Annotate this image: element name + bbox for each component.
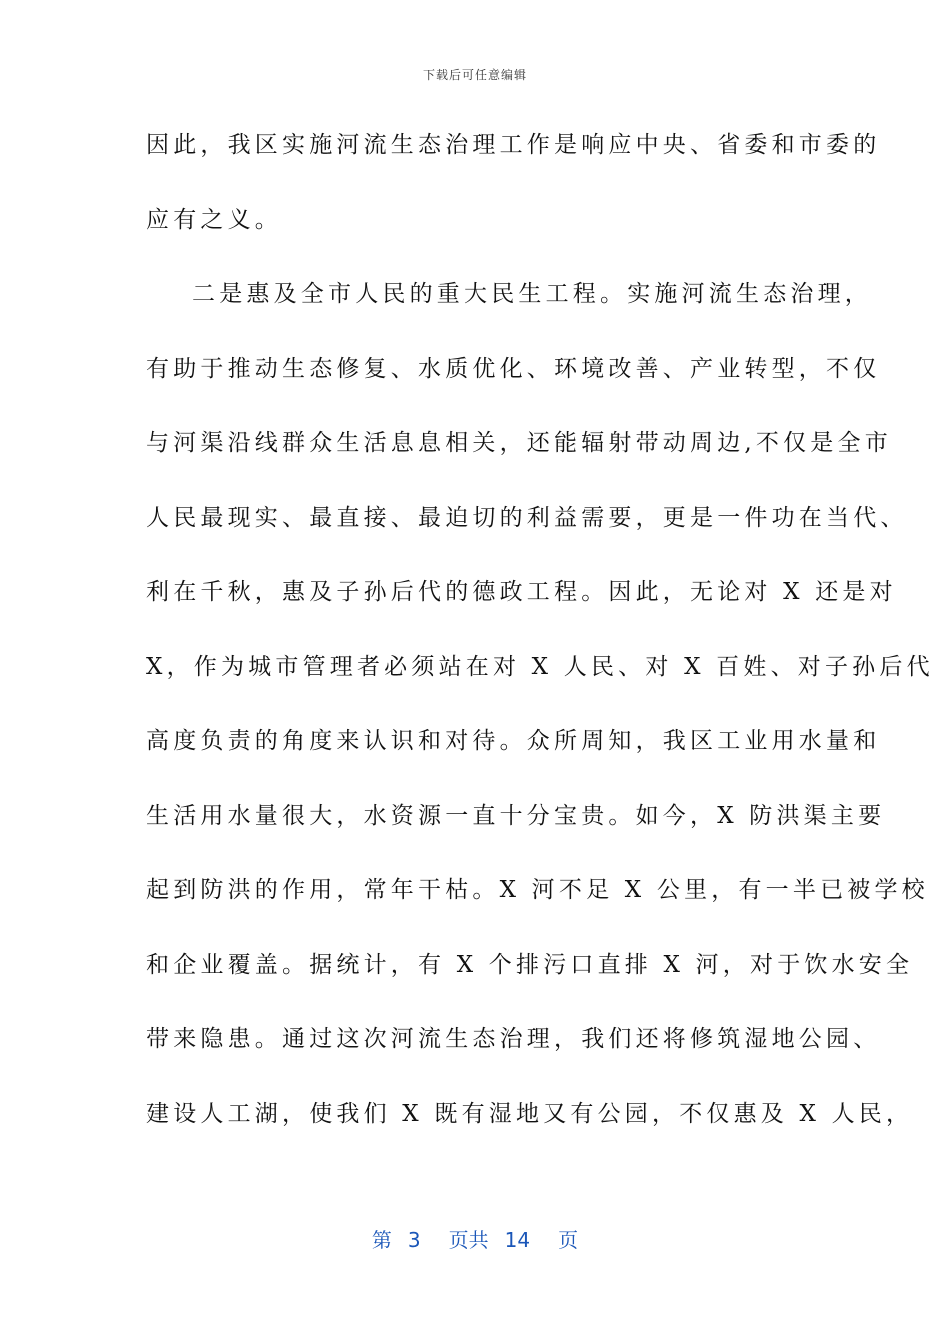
body-line: X，作为城市管理者必须站在对 X 人民、对 X 百姓、对子孙后代 <box>146 653 934 680</box>
page-number-footer <box>0 1224 950 1253</box>
current-page-number: 3 <box>407 1228 421 1252</box>
page-header-note: 下载后可任意编辑 <box>422 68 527 82</box>
body-line: 因此，我区实施河流生态治理工作是响应中央、省委和市委的 <box>146 132 881 158</box>
body-line: 与河渠沿线群众生活息息相关，还能辐射带动周边,不仅是全市 <box>146 430 892 456</box>
body-line: 有助于推动生态修复、水质优化、环境改善、产业转型，不仅 <box>146 355 881 382</box>
body-line: 高度负责的角度来认识和对待。众所周知，我区工业用水量和 <box>146 728 881 754</box>
body-line: 起到防洪的作用，常年干枯。X 河不足 X 公里，有一半已被学校 <box>146 877 929 903</box>
body-line: 利在千秋，惠及子孙后代的德政工程。因此，无论对 X 还是对 <box>146 579 897 605</box>
body-line: 建设人工湖，使我们 X 既有湿地又有公园，不仅惠及 X 人民， <box>146 1100 914 1127</box>
body-line: 生活用水量很大，水资源一直十分宝贵。如今，X 防洪渠主要 <box>146 802 886 829</box>
body-line: 带来隐患。通过这次河流生态治理，我们还将修筑湿地公园、 <box>146 1026 881 1052</box>
body-line: 和企业覆盖。据统计，有 X 个排污口直排 X 河，对于饮水安全 <box>146 951 914 978</box>
paragraph-start-line: 二是惠及全市人民的重大民生工程。实施河流生态治理， <box>192 281 872 307</box>
body-line: 人民最现实、最直接、最迫切的利益需要，更是一件功在当代、 <box>146 504 908 531</box>
total-page-count: 14 <box>504 1228 531 1252</box>
document-body <box>146 108 934 1151</box>
footer-middle: 页共 <box>448 1228 489 1252</box>
body-line: 应有之义。 <box>146 206 282 233</box>
footer-suffix: 页 <box>558 1228 579 1252</box>
footer-prefix: 第 <box>371 1228 392 1252</box>
